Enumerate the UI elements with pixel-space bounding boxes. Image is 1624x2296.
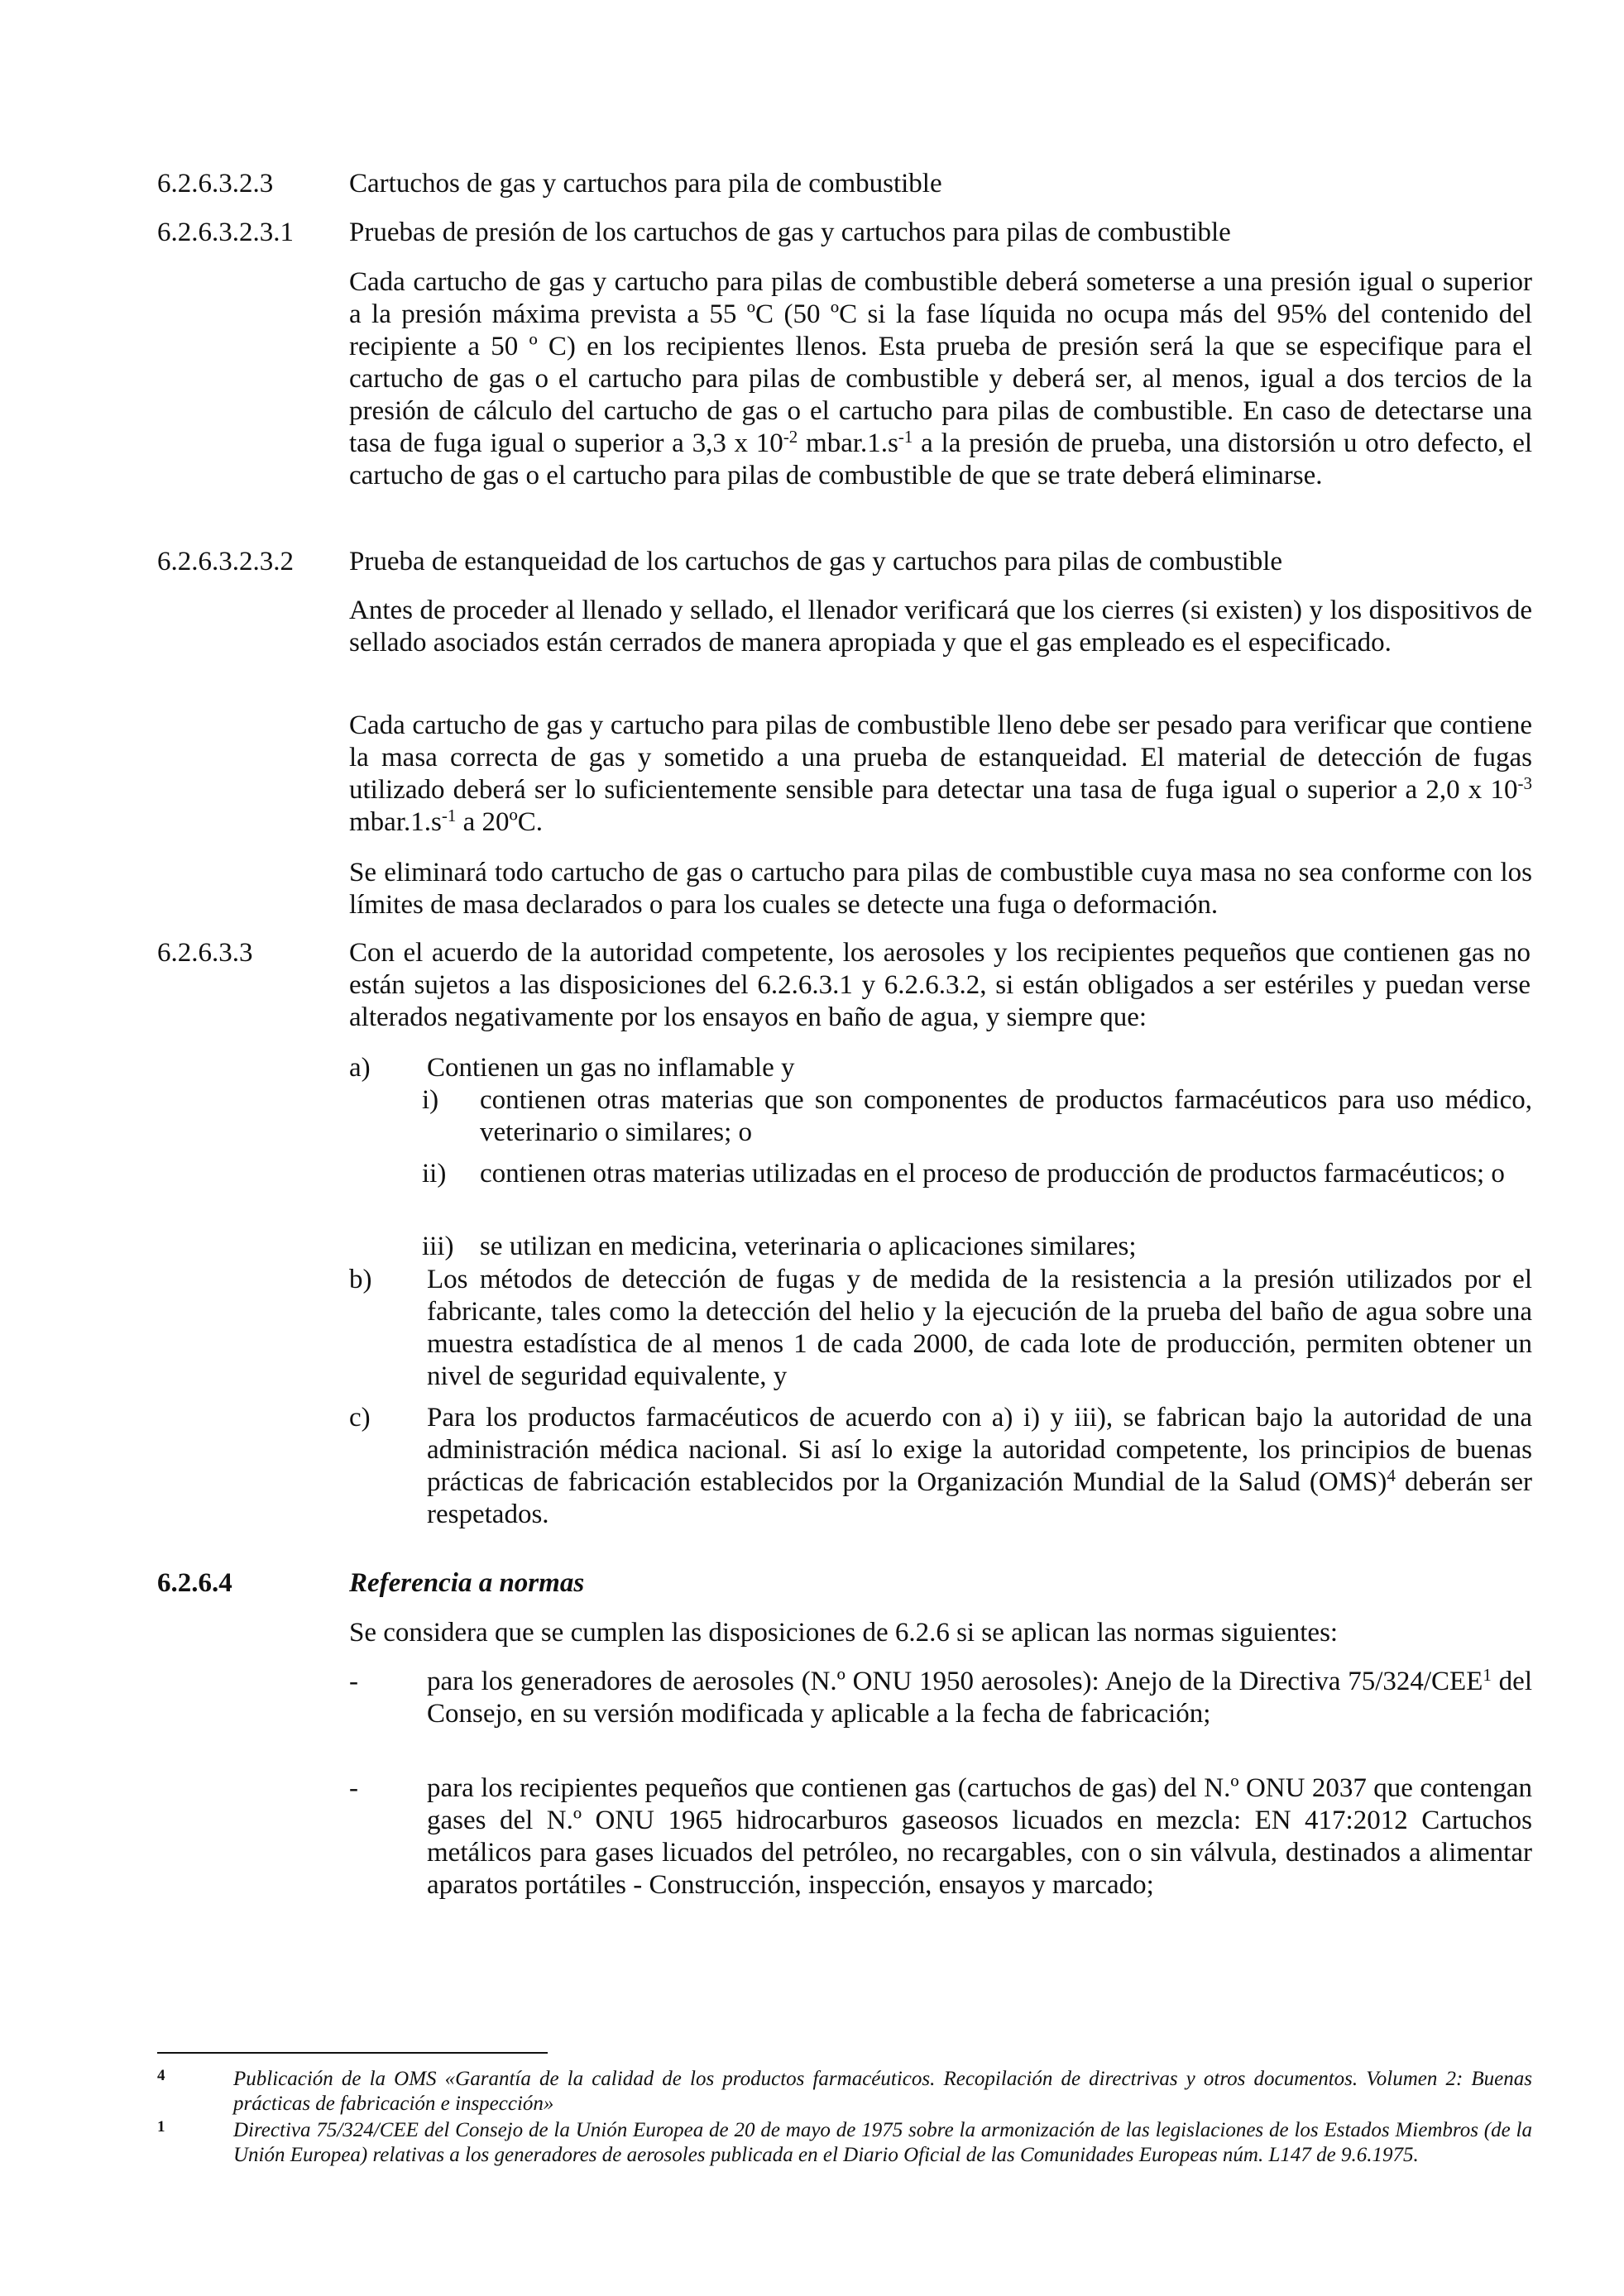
standards-intro: Se considera que se cumplen las disposiciones de 6.2.6 si se aplican las normas siguientes: (349, 1618, 1339, 1648)
footnote-marker: 4 (157, 2067, 165, 2084)
list-text: para los recipientes pequeños que contienen gas (cartuchos de gas) del N.º ONU 2037 que contengan gases del N.º ONU 1965 hidrocarburos gaseosos licuados en mezcla: EN 417:2012 Cartuchos metálicos para gases licuados del petróleo, no recargables, con o sin válvula, destinados a alimentar aparatos portátiles - Construcción, inspección, ensayos y marcado; (427, 1773, 1532, 1900)
list-marker: iii) (422, 1232, 454, 1261)
filling-paragraph: Antes de proceder al llenado y sellado, el llenador verificará que los cierres (si existen) y los dispositivos de sellado asociados están cerrados de manera apropiada y que el gas empleado es el especificado. (349, 596, 1532, 658)
section-number: 6.2.6.3.3 (157, 938, 253, 968)
list-marker: ii) (422, 1159, 447, 1189)
weighing-paragraph: Cada cartucho de gas y cartucho para pilas de combustible lleno debe ser pesado para verificar que contiene la masa correcta de gas y sometido a una prueba de estanqueidad. El material de detección de fugas utilizado deberá ser lo suficientemente sensible para detectar una tasa de fuga igual o superior a 2,0 x $10^{-3}$ $mbar.1.s^{-1}$ a 20ºC. (349, 710, 1532, 837)
section-title: Referencia a normas (349, 1568, 585, 1598)
pressure-test-paragraph: Cada cartucho de gas y cartucho para pilas de combustible deberá someterse a una presión igual o superior a la presión máxima prevista a 55 ºC (50 ºC si la fase líquida no ocupa más del 95% del contenido del recipiente a 50 º C) en los recipientes llenos. Esta prueba de presión será la que se especifique para el cartucho de gas o el cartucho para pilas de combustible y deberá ser, al menos, igual a dos tercios de la presión de cálculo del cartucho de gas o el cartucho para pilas de combustible. En caso de detectarse una tasa de fuga igual o superior a 3,3 x $10^{-2}$ $mbar.1.s^{-1}$ a la presión de prueba, una distorsión u otro defecto, el cartucho de gas o el cartucho para pilas de combustible de que se trate deberá eliminarse. (349, 267, 1533, 490)
dash-marker: - (349, 1773, 358, 1803)
list-text: se utilizan en medicina, veterinaria o aplicaciones similares; (480, 1232, 1137, 1261)
dash-marker: - (349, 1667, 358, 1696)
footnote-marker: 1 (157, 2118, 165, 2136)
list-marker: a) (349, 1053, 371, 1083)
footnote-ref-4: 4 (1387, 1466, 1396, 1485)
footnote-ref-1: 1 (1483, 1665, 1492, 1685)
list-text: contienen otras materias utilizadas en el proceso de producción de productos farmacéuticos; o (480, 1159, 1505, 1189)
list-text: Para los productos farmacéuticos de acuerdo con a) i) y iii), se fabrican bajo la autoridad de una administración médica nacional. Si así lo exige la autoridad competente, los principios de buenas prácticas de fabricación establecidos por la Organización Mundial de la Salud (OMS)$^4$ deberán ser respetados. (427, 1403, 1532, 1529)
footnote-divider (157, 2052, 548, 2054)
footnote-text: Directiva 75/324/CEE del Consejo de la Unión Europea de 20 de mayo de 1975 sobre la armonización de las legislaciones de los Estados Miembros (de la Unión Europea) relativas a los generadores de aerosoles publicada en el Diario Oficial de las Comunidades Europeas núm. L147 de 9.6.1975. (233, 2119, 1532, 2166)
list-marker: i) (422, 1085, 439, 1115)
list-marker: b) (349, 1265, 372, 1294)
list-text: para los generadores de aerosoles (N.º ONU 1950 aerosoles): Anejo de la Directiva 75/324/CEE$^1$ del Consejo, en su versión modificada y aplicable a la fecha de fabricación; (427, 1665, 1532, 1729)
section-title: Cartuchos de gas y cartuchos para pila de combustible (349, 169, 942, 199)
section-number: 6.2.6.3.2.3.2 (157, 547, 294, 576)
list-text: contienen otras materias que son componentes de productos farmacéuticos para uso médico, veterinario o similares; o (480, 1085, 1532, 1147)
disposal-paragraph: Se eliminará todo cartucho de gas o cartucho para pilas de combustible cuya masa no sea conforme con los límites de masa declarados o para los cuales se detecte una fuga o deformación. (349, 858, 1532, 920)
section-title: Con el acuerdo de la autoridad competente, los aerosoles y los recipientes pequeños que contienen gas no están sujetos a las disposiciones del 6.2.6.3.1 y 6.2.6.3.2, si están obligados a ser estériles y puedan verse alterados negativamente por los ensayos en baño de agua, y siempre que: (349, 938, 1531, 1032)
section-number: 6.2.6.3.2.3.1 (157, 218, 294, 247)
footnote-text: Publicación de la OMS «Garantía de la calidad de los productos farmacéuticos. Recopilación de directrivas y otros documentos. Volumen 2: Buenas prácticas de fabricación e inspección» (233, 2068, 1532, 2115)
list-marker: c) (349, 1403, 371, 1433)
section-number: 6.2.6.3.2.3 (157, 169, 274, 199)
list-text: Los métodos de detección de fugas y de medida de la resistencia a la presión utilizados por el fabricante, tales como la detección del helio y la ejecución de la prueba del baño de agua sobre una muestra estadística de al menos 1 de cada 2000, de cada lote de producción, permiten obtener un nivel de seguridad equivalente, y (427, 1265, 1532, 1391)
list-text: Contienen un gas no inflamable y (427, 1053, 795, 1083)
section-number: 6.2.6.4 (157, 1568, 232, 1598)
section-title: Prueba de estanqueidad de los cartuchos de gas y cartuchos para pilas de combustible (349, 547, 1283, 576)
section-title: Pruebas de presión de los cartuchos de gas y cartuchos para pilas de combustible (349, 218, 1231, 247)
